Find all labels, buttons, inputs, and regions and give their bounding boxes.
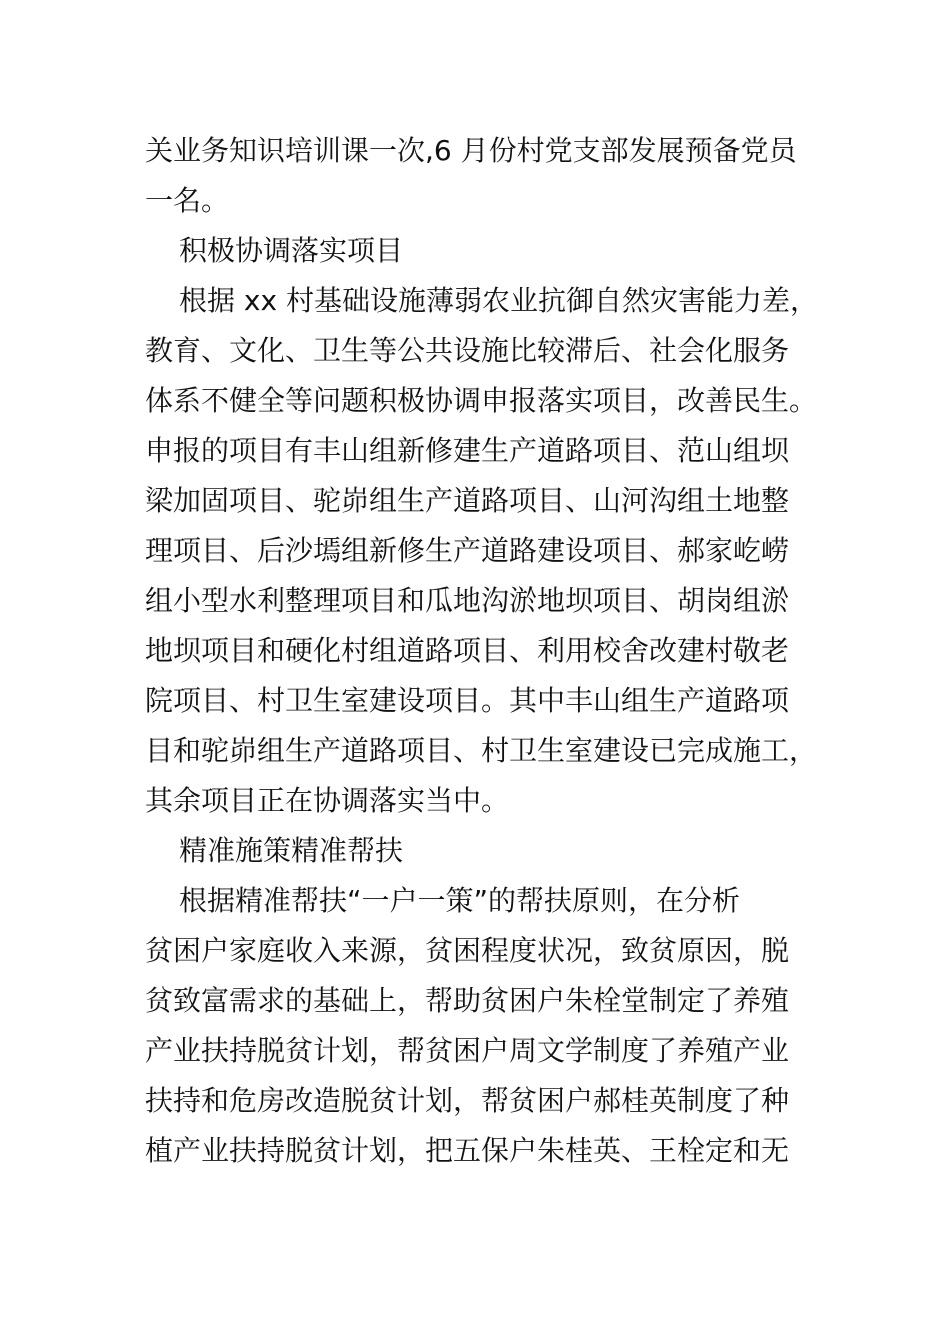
text-line: 关业务知识培训课一次,6 月份村党支部发展预备党员 [145, 134, 797, 167]
text-line: 产业扶持脱贫计划，帮贫困户周文学制度了养殖产业 [145, 1034, 790, 1067]
text-line: 贫困户家庭收入来源，贫困程度状况，致贫原因，脱 [145, 934, 790, 967]
text-line: 理项目、后沙墕组新修生产道路建设项目、郝家屹崂 [145, 534, 790, 567]
text-line: 贫致富需求的基础上，帮助贫困户朱栓堂制定了养殖 [145, 984, 790, 1017]
text-line: 其余项目正在协调落实当中。 [145, 784, 510, 817]
section-heading-precise-assistance: 精准施策精准帮扶 [179, 834, 404, 867]
document-body [145, 126, 825, 1176]
text-line: 目和驼峁组生产道路项目、村卫生室建设已完成施工， [145, 734, 818, 767]
text-line: 植产业扶持脱贫计划，把五保户朱桂英、王栓定和无 [145, 1134, 790, 1167]
text-line: 地坝项目和硬化村组道路项目、利用校舍改建村敬老 [145, 634, 790, 667]
text-line: 一名。 [145, 184, 230, 217]
text-line: 教育、文化、卫生等公共设施比较滞后、社会化服务 [145, 334, 790, 367]
text-line: 申报的项目有丰山组新修建生产道路项目、范山组坝 [145, 434, 790, 467]
text-line: 根据 xx 村基础设施薄弱农业抗御自然灾害能力差， [179, 284, 818, 317]
text-line: 扶持和危房改造脱贫计划，帮贫困户郝桂英制度了种 [145, 1084, 790, 1117]
text-line: 组小型水利整理项目和瓜地沟淤地坝项目、胡岗组淤 [145, 584, 790, 617]
text-line: 院项目、村卫生室建设项目。其中丰山组生产道路项 [145, 684, 790, 717]
text-line: 根据精准帮扶“一户一策”的帮扶原则，在分析 [179, 884, 741, 917]
text-line: 体系不健全等问题积极协调申报落实项目，改善民生。 [145, 384, 818, 417]
section-heading-project-coordination: 积极协调落实项目 [179, 234, 404, 267]
text-line: 梁加固项目、驼峁组生产道路项目、山河沟组土地整 [145, 484, 790, 517]
